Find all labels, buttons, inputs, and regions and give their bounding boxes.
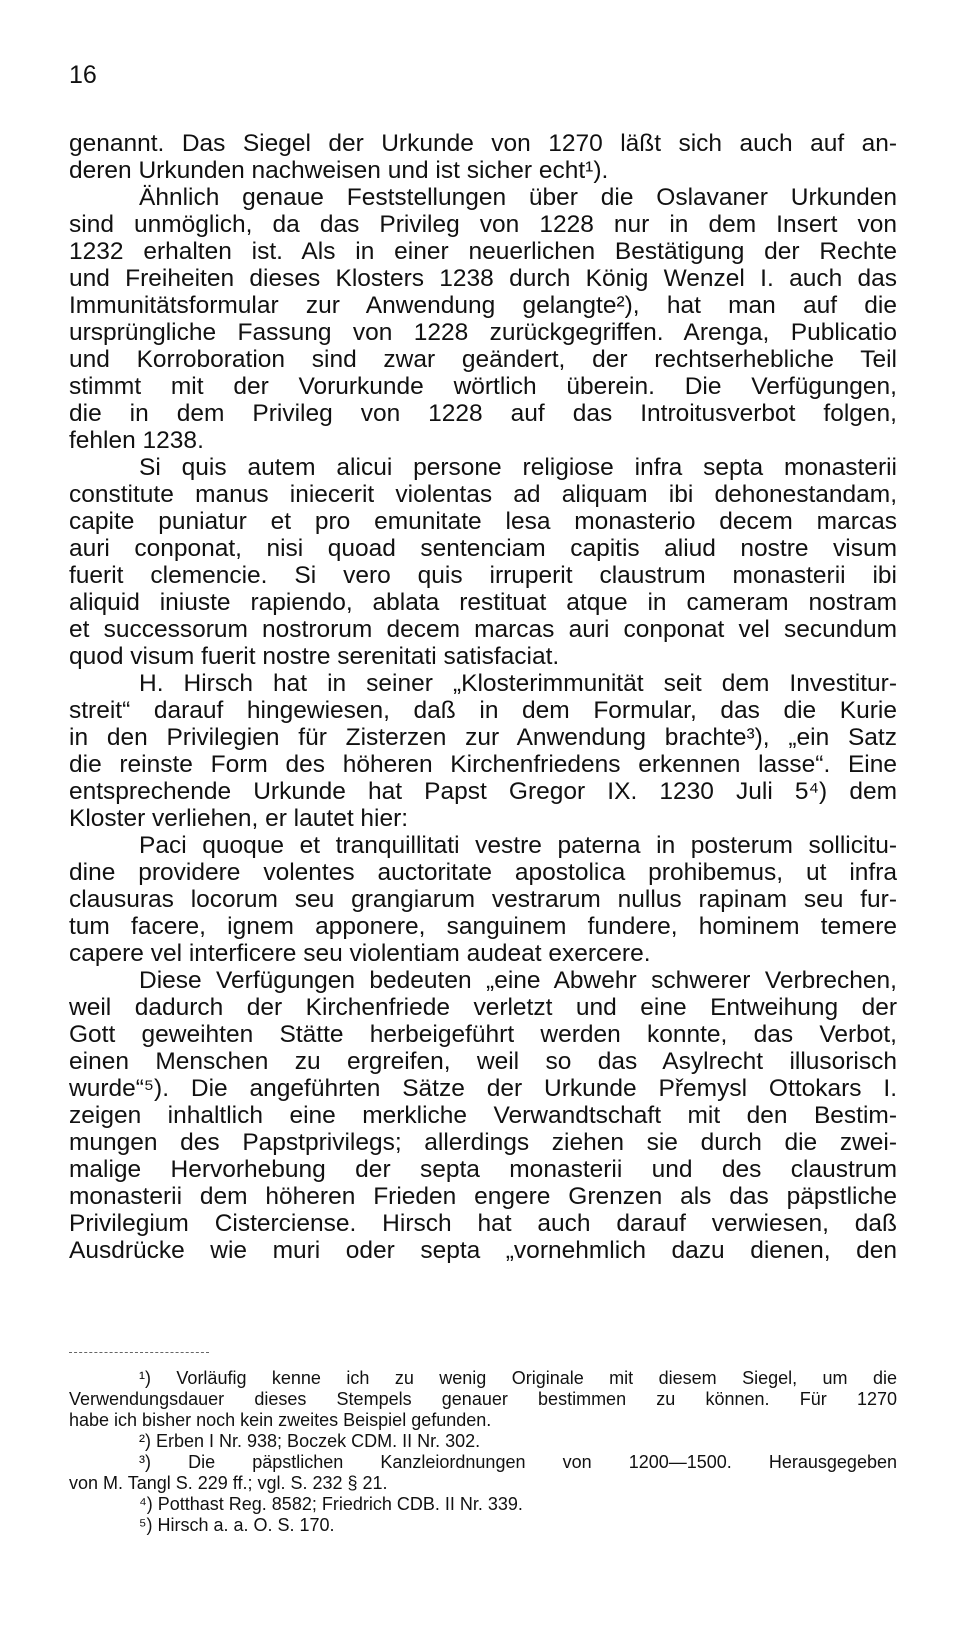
footnote-divider bbox=[69, 1352, 209, 1353]
text-line: zeigen inhaltlich eine merkliche Verwandtschaft mit den Bestim- bbox=[69, 1102, 897, 1129]
text-line: Paci quoque et tranquillitati vestre paterna in posterum sollicitu- bbox=[139, 832, 897, 859]
text-line: fehlen 1238. bbox=[69, 427, 204, 454]
footnote-line: ³) Die päpstlichen Kanzleiordnungen von 1200—1500. Herausgegeben bbox=[139, 1452, 897, 1472]
text-line: tum facere, ignem apponere, sanguinem fundere, hominem temere bbox=[69, 913, 897, 940]
text-line: Ausdrücke wie muri oder septa „vornehmlich dazu dienen, den bbox=[69, 1237, 897, 1264]
footnotes bbox=[69, 1368, 897, 1536]
footnote-line: ⁵) Hirsch a. a. O. S. 170. bbox=[139, 1515, 335, 1535]
text-line: auri conponat, nisi quoad sentenciam capitis aliud nostre visum bbox=[69, 535, 897, 562]
text-line: stimmt mit der Vorurkunde wörtlich überein. Die Verfügungen, bbox=[69, 373, 897, 400]
text-line: clausuras locorum seu grangiarum vestrarum nullus rapinam seu fur- bbox=[69, 886, 897, 913]
text-line: aliquid iniuste rapiendo, ablata restituat atque in cameram nostram bbox=[69, 589, 897, 616]
text-line: genannt. Das Siegel der Urkunde von 1270 läßt sich auch auf an- bbox=[69, 130, 897, 157]
footnote-line: von M. Tangl S. 229 ff.; vgl. S. 232 § 21. bbox=[69, 1473, 388, 1493]
text-line: capere vel interficere seu violentiam audeat exercere. bbox=[69, 940, 651, 967]
text-line: deren Urkunden nachweisen und ist sicher echt¹). bbox=[69, 157, 609, 184]
text-line: monasterii dem höheren Frieden engere Grenzen als das päpstliche bbox=[69, 1183, 897, 1210]
text-line: et successorum nostrorum decem marcas auri conponat vel secundum bbox=[69, 616, 897, 643]
text-line: weil dadurch der Kirchenfriede verletzt und eine Entweihung der bbox=[69, 994, 897, 1021]
text-line: ursprüngliche Fassung von 1228 zurückgegriffen. Arenga, Publicatio bbox=[69, 319, 897, 346]
text-line: Si quis autem alicui persone religiose infra septa monasterii bbox=[139, 454, 897, 481]
footnote-line: ¹) Vorläufig kenne ich zu wenig Originale mit diesem Siegel, um die bbox=[139, 1368, 897, 1388]
text-line: mungen des Papstprivilegs; allerdings ziehen sie durch die zwei- bbox=[69, 1129, 897, 1156]
text-line: quod visum fuerit nostre serenitati satisfaciat. bbox=[69, 643, 560, 670]
text-line: einen Menschen zu ergreifen, weil so das Asylrecht illusorisch bbox=[69, 1048, 897, 1075]
text-line: malige Hervorhebung der septa monasterii und des claustrum bbox=[69, 1156, 897, 1183]
text-line: constitute manus iniecerit violentas ad aliquam ibi dehonestandam, bbox=[69, 481, 897, 508]
text-line: und Korroboration sind zwar geändert, der rechtserhebliche Teil bbox=[69, 346, 897, 373]
footnote-line: Verwendungsdauer dieses Stempels genauer bestimmen zu können. Für 1270 bbox=[69, 1389, 897, 1409]
text-line: die reinste Form des höheren Kirchenfriedens erkennen lasse“. Eine bbox=[69, 751, 897, 778]
text-line: Ähnlich genaue Feststellungen über die Oslavaner Urkunden bbox=[139, 184, 897, 211]
text-line: sind unmöglich, da das Privileg von 1228 nur in dem Insert von bbox=[69, 211, 897, 238]
text-line: und Freiheiten dieses Klosters 1238 durch König Wenzel I. auch das bbox=[69, 265, 897, 292]
text-line: Immunitätsformular zur Anwendung gelangte²), hat man auf die bbox=[69, 292, 897, 319]
text-line: die in dem Privileg von 1228 auf das Introitusverbot folgen, bbox=[69, 400, 897, 427]
text-line: fuerit clemencie. Si vero quis irruperit claustrum monasterii ibi bbox=[69, 562, 897, 589]
main-text bbox=[69, 130, 897, 1264]
text-line: Gott geweihten Stätte herbeigeführt werden konnte, das Verbot, bbox=[69, 1021, 897, 1048]
text-line: Privilegium Cisterciense. Hirsch hat auch darauf verwiesen, daß bbox=[69, 1210, 897, 1237]
text-line: Kloster verliehen, er lautet hier: bbox=[69, 805, 409, 832]
text-line: entsprechende Urkunde hat Papst Gregor IX. 1230 Juli 5⁴) dem bbox=[69, 778, 897, 805]
footnote-line: ²) Erben I Nr. 938; Boczek CDM. II Nr. 302. bbox=[139, 1431, 481, 1451]
text-line: in den Privilegien für Zisterzen zur Anwendung brachte³), „ein Satz bbox=[69, 724, 897, 751]
footnote-line: habe ich bisher noch kein zweites Beispiel gefunden. bbox=[69, 1410, 492, 1430]
page-number: 16 bbox=[69, 61, 97, 89]
footnote-line: ⁴) Potthast Reg. 8582; Friedrich CDB. II Nr. 339. bbox=[139, 1494, 523, 1514]
text-line: capite puniatur et pro emunitate lesa monasterio decem marcas bbox=[69, 508, 897, 535]
text-line: wurde“⁵). Die angeführten Sätze der Urkunde Přemysl Ottokars I. bbox=[69, 1075, 897, 1102]
text-line: Diese Verfügungen bedeuten „eine Abwehr schwerer Verbrechen, bbox=[139, 967, 897, 994]
text-line: H. Hirsch hat in seiner „Klosterimmunität seit dem Investitur- bbox=[139, 670, 897, 697]
text-line: dine providere volentes auctoritate apostolica prohibemus, ut infra bbox=[69, 859, 897, 886]
text-line: 1232 erhalten ist. Als in einer neuerlichen Bestätigung der Rechte bbox=[69, 238, 897, 265]
text-line: streit“ darauf hingewiesen, daß in dem Formular, das die Kurie bbox=[69, 697, 897, 724]
